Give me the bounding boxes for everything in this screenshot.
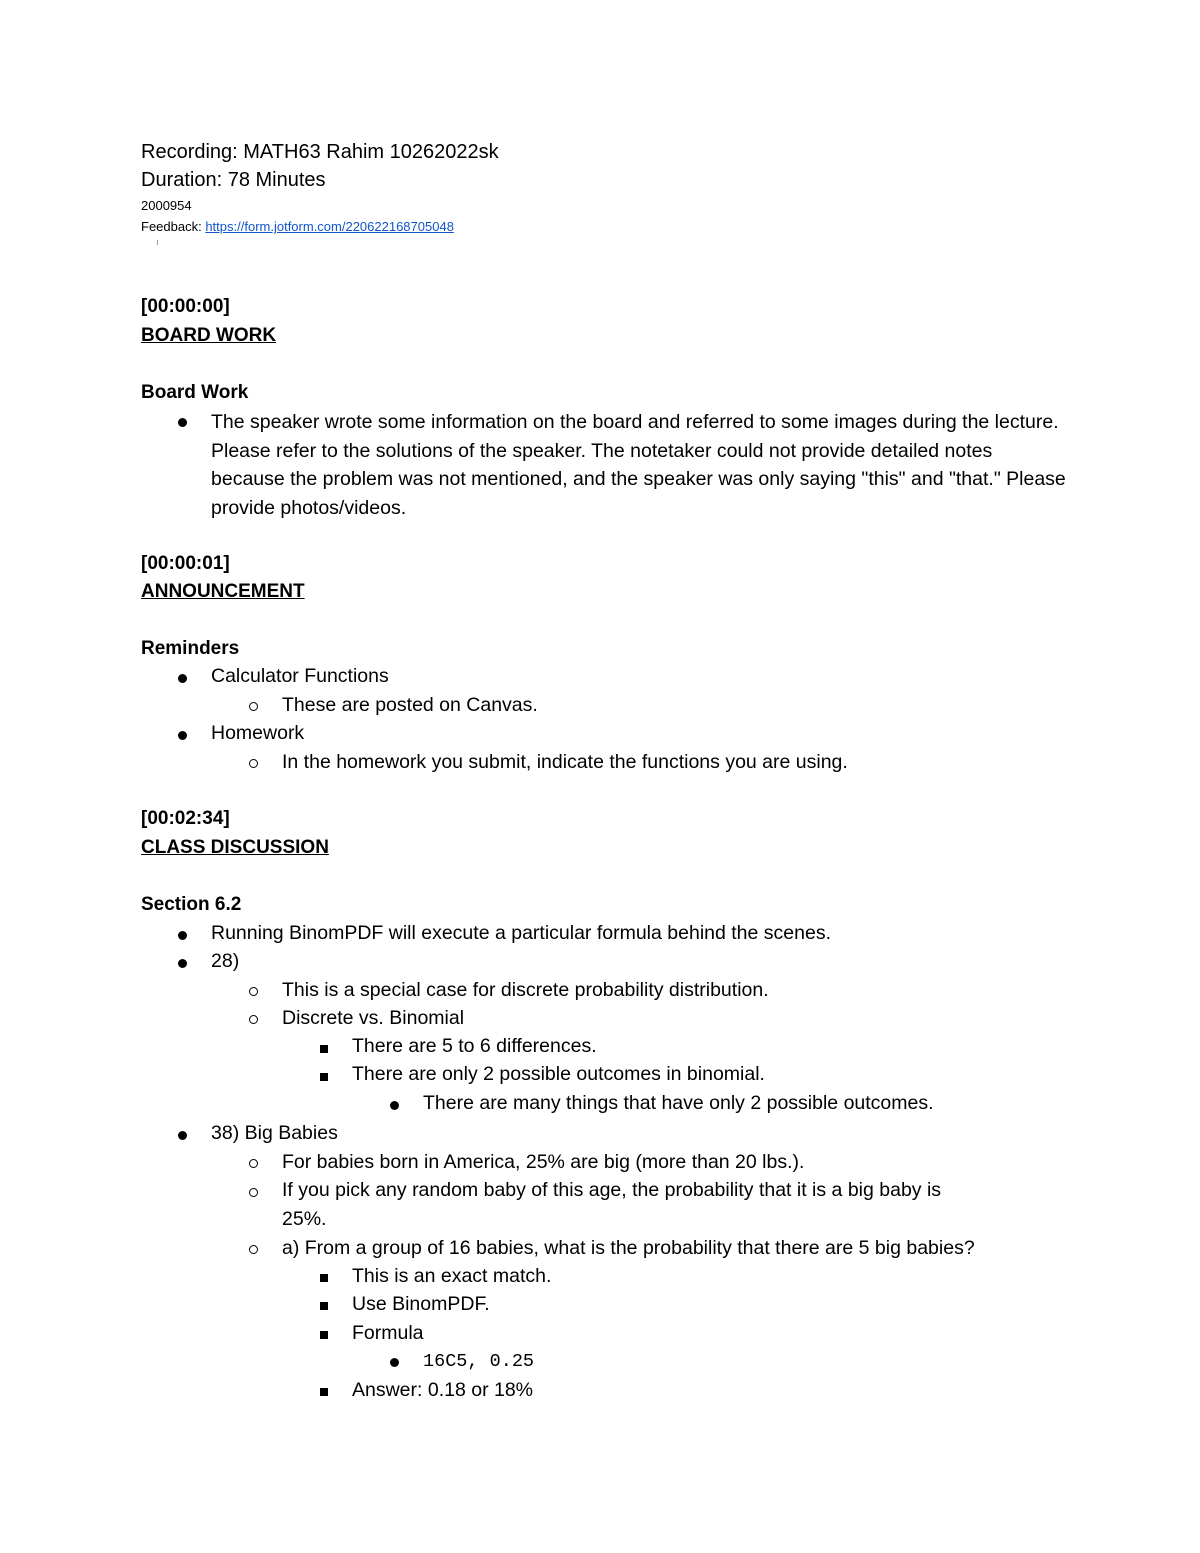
list-item-continuation: 25%.: [282, 1208, 327, 1230]
section-title-board: BOARD WORK: [141, 325, 277, 346]
list-item: If you pick any random baby of this age, the probability that it is a big baby is: [282, 1179, 942, 1201]
square-bullet-icon: [320, 1302, 328, 1310]
bullet-icon: [178, 1131, 187, 1140]
list-item: There are many things that have only 2 possible outcomes.: [423, 1092, 934, 1114]
bullet-icon: [390, 1358, 399, 1367]
circle-bullet-icon: [249, 702, 258, 711]
list-item: In the homework you submit, indicate the functions you are using.: [282, 751, 848, 773]
duration-line: Duration: 78 Minutes: [141, 169, 326, 191]
circle-bullet-icon: [249, 987, 258, 996]
list-item: a) From a group of 16 babies, what is the probability that there are 5 big babies?: [282, 1237, 975, 1259]
list-item: This is an exact match.: [352, 1265, 552, 1287]
list-item: Running BinomPDF will execute a particular formula behind the scenes.: [211, 922, 831, 944]
id-line: 2000954: [141, 198, 192, 213]
circle-bullet-icon: [249, 1245, 258, 1254]
bullet-icon: [178, 674, 187, 683]
bullet-icon: [178, 931, 187, 940]
list-item: Formula: [352, 1322, 424, 1344]
bullet-icon: [178, 959, 187, 968]
circle-bullet-icon: [249, 1188, 258, 1197]
feedback-line: [141, 219, 454, 234]
list-item: There are only 2 possible outcomes in binomial.: [352, 1063, 765, 1085]
square-bullet-icon: [320, 1274, 328, 1282]
bullet-icon: [178, 731, 187, 740]
feedback-label: Feedback:: [141, 219, 206, 234]
section-title-announcement: ANNOUNCEMENT: [141, 581, 305, 602]
board-work-note: The speaker wrote some information on the board and referred to some images during the lecture. Please refer to the solutions of the speaker. The notetaker could not provide detailed notes because the problem was not mentioned, and the speaker was only saying "this" and "that." Please provide photos/videos.: [211, 411, 1066, 519]
square-bullet-icon: [320, 1388, 328, 1396]
list-item: 28): [211, 950, 240, 972]
timestamp-board: [00:00:00]: [141, 296, 230, 317]
timestamp-announcement: [00:00:01]: [141, 553, 230, 574]
list-item: Discrete vs. Binomial: [282, 1007, 465, 1029]
square-bullet-icon: [320, 1073, 328, 1081]
list-item: There are 5 to 6 differences.: [352, 1035, 597, 1057]
list-item: For babies born in America, 25% are big (more than 20 lbs.).: [282, 1151, 805, 1173]
list-item: 38) Big Babies: [211, 1122, 338, 1144]
square-bullet-icon: [320, 1331, 328, 1339]
circle-bullet-icon: [249, 759, 258, 768]
formula-text: 16C5, 0.25: [423, 1351, 535, 1372]
circle-bullet-icon: [249, 1015, 258, 1024]
list-item: Answer: 0.18 or 18%: [352, 1379, 534, 1401]
feedback-link[interactable]: https://form.jotform.com/220622168705048: [205, 219, 454, 234]
bullet-icon: [178, 418, 187, 427]
subheading-reminders: Reminders: [141, 638, 240, 659]
section-title-discussion: CLASS DISCUSSION: [141, 837, 329, 858]
circle-bullet-icon: [249, 1159, 258, 1168]
recording-line: Recording: MATH63 Rahim 10262022sk: [141, 141, 499, 163]
square-bullet-icon: [320, 1045, 328, 1053]
list-item: These are posted on Canvas.: [282, 694, 538, 716]
list-item: Use BinomPDF.: [352, 1293, 490, 1315]
list-item: This is a special case for discrete probability distribution.: [282, 979, 769, 1001]
list-item: Homework: [211, 722, 305, 744]
bullet-icon: [390, 1101, 399, 1110]
subheading-section-6-2: Section 6.2: [141, 894, 242, 915]
subheading-board-work: Board Work: [141, 382, 249, 403]
list-item: Calculator Functions: [211, 665, 389, 687]
divider-mark: [157, 240, 158, 245]
timestamp-discussion: [00:02:34]: [141, 808, 230, 829]
